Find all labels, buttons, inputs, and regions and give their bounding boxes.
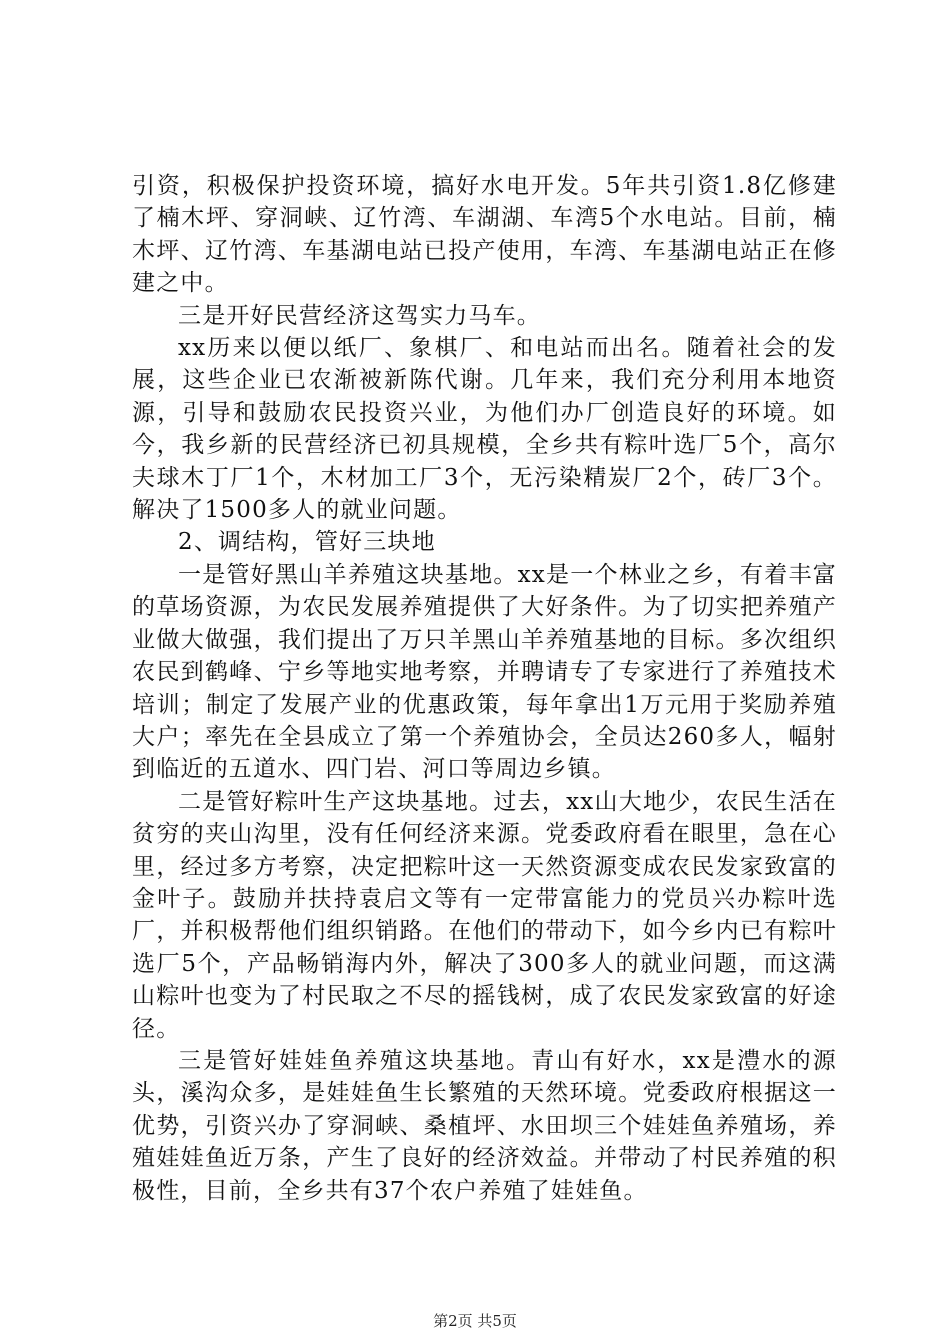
document-body (132, 170, 837, 1207)
paragraph-1: 引资，积极保护投资环境，搞好水电开发。5年共引资1.8亿修建了楠木坪、穿洞峡、辽竹湾、车湖湖、车湾5个水电站。目前，楠木坪、辽竹湾、车基湖电站已投产使用，车湾、车基湖电站正在修建之中。 (132, 173, 837, 297)
page-footer: 第2页 共5页 (433, 1312, 517, 1330)
paragraph-6: 二是管好粽叶生产这块基地。过去，xx山大地少，农民生活在贫穷的夹山沟里，没有任何经济来源。党委政府看在眼里，急在心里，经过多方考察，决定把粽叶这一天然资源变成农民发家致富的金叶子。鼓励并扶持袁启文等有一定带富能力的党员兴办粽叶选厂，并积极帮他们组织销路。在他们的带动下，如今乡内已有粽叶选厂5个，产品畅销海内外，解决了300多人的就业问题，而这满山粽叶也变为了村民取之不尽的摇钱树，成了农民发家致富的好途径。 (132, 788, 837, 1042)
paragraph-5: 一是管好黑山羊养殖这块基地。xx是一个林业之乡，有着丰富的草场资源，为农民发展养殖提供了大好条件。为了切实把养殖产业做大做强，我们提出了万只羊黑山羊养殖基地的目标。多次组织农民到鹤峰、宁乡等地实地考察，并聘请专了专家进行了养殖技术培训；制定了发展产业的优惠政策，每年拿出1万元用于奖励养殖大户；率先在全县成立了第一个养殖协会，全员达260多人，幅射到临近的五道水、四门岩、河口等周边乡镇。 (132, 561, 837, 783)
paragraph-2: 三是开好民营经济这驾实力马车。 (178, 302, 541, 329)
paragraph-3: xx历来以便以纸厂、象棋厂、和电站而出名。随着社会的发展，这些企业已农渐被新陈代谢。几年来，我们充分利用本地资源，引导和鼓励农民投资兴业，为他们办厂创造良好的环境。如今，我乡新的民营经济已初具规模，全乡共有粽叶选厂5个，高尔夫球木丁厂1个，木材加工厂3个，无污染精炭厂2个，砖厂3个。解决了1500多人的就业问题。 (132, 335, 837, 524)
paragraph-7: 三是管好娃娃鱼养殖这块基地。青山有好水，xx是澧水的源头，溪沟众多，是娃娃鱼生长繁殖的天然环境。党委政府根据这一优势，引资兴办了穿洞峡、桑植坪、水田坝三个娃娃鱼养殖场，养殖娃娃鱼近万条，产生了良好的经济效益。并带动了村民养殖的积极性，目前，全乡共有37个农户养殖了娃娃鱼。 (132, 1047, 837, 1204)
section-heading: 2、调结构，管好三块地 (178, 529, 436, 556)
